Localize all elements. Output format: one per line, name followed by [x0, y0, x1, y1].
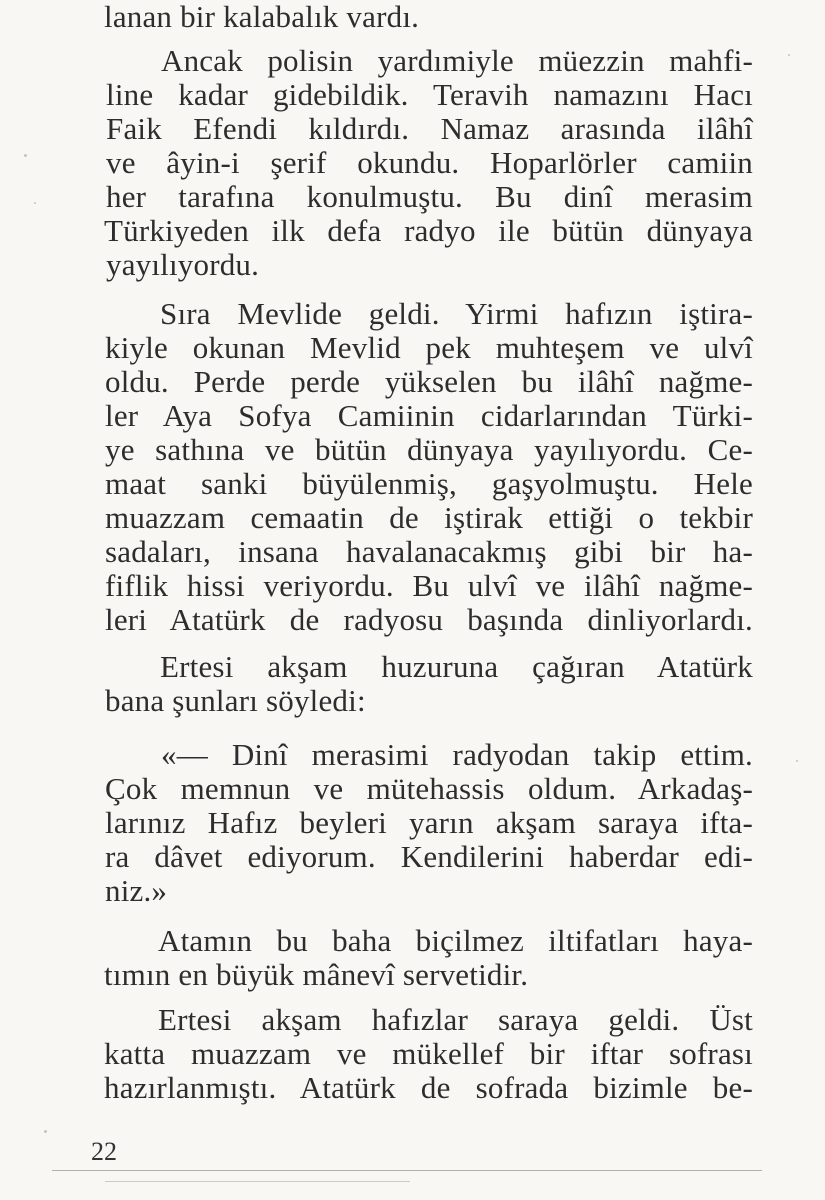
- text-line-1: lanan bir kalabalık vardı.: [104, 0, 420, 34]
- paper-speckle: [788, 54, 790, 56]
- text-line-13: ye sathına ve bütün dünyaya yayılıyordu. Ce-: [105, 432, 753, 467]
- text-line-20: bana şunları söyledi:: [105, 683, 366, 718]
- text-line-7: Türkiyeden ilk defa radyo ile bütün dünyaya: [104, 213, 753, 248]
- text-line-3: line kadar gidebildik. Teravih namazını Hacı: [106, 77, 753, 112]
- paper-speckle: [796, 760, 798, 762]
- text-line-19: Ertesi akşam huzuruna çağıran Atatürk: [160, 649, 753, 684]
- text-line-22: Çok memnun ve mütehassis oldum. Arkadaş-: [105, 771, 753, 806]
- bottom-rule: [52, 1170, 762, 1171]
- text-line-27: tımın en büyük mânevî servetidir.: [104, 957, 529, 992]
- bottom-rule-secondary: [105, 1181, 410, 1182]
- text-line-17: fiflik hissi veriyordu. Bu ulvî ve ilâhî nağme-: [105, 568, 753, 603]
- text-line-15: muazzam cemaatin de iştirak ettiği o tekbir: [105, 500, 753, 535]
- paper-speckle: [34, 202, 36, 204]
- text-line-10: kiyle okunan Mevlid pek muhteşem ve ulvî: [105, 330, 753, 365]
- text-line-16: sadaları, insana havalanacakmış gibi bir ha-: [105, 534, 753, 569]
- text-line-4: Faik Efendi kıldırdı. Namaz arasında ilâhî: [106, 111, 753, 146]
- text-line-24: ra dâvet ediyorum. Kendilerini haberdar edi-: [105, 839, 753, 874]
- text-line-14: maat sanki büyülenmiş, gaşyolmuştu. Hele: [105, 466, 753, 501]
- text-line-8: yayılıyordu.: [106, 247, 260, 282]
- text-line-5: ve âyin-i şerif okundu. Hoparlörler camiin: [106, 145, 753, 180]
- text-line-9: Sıra Mevlide geldi. Yirmi hafızın iştira-: [160, 296, 753, 331]
- text-line-11: oldu. Perde perde yükselen bu ilâhî nağme-: [105, 364, 753, 399]
- text-line-29: katta muazzam ve mükellef bir iftar sofrası: [104, 1036, 753, 1071]
- paper-speckle: [24, 154, 27, 157]
- page-number: 22: [91, 1137, 117, 1166]
- text-line-2: Ancak polisin yardımiyle müezzin mahfi-: [161, 43, 753, 78]
- text-line-28: Ertesi akşam hafızlar saraya geldi. Üst: [158, 1002, 753, 1037]
- text-line-12: ler Aya Sofya Camiinin cidarlarından Türki-: [105, 398, 753, 433]
- text-line-18: leri Atatürk de radyosu başında dinliyorlardı.: [105, 602, 753, 637]
- text-line-6: her tarafına konulmuştu. Bu dinî merasim: [106, 179, 753, 214]
- text-line-26: Atamın bu baha biçilmez iltifatları haya-: [158, 923, 753, 958]
- paper-speckle: [44, 1130, 47, 1133]
- text-line-21: «— Dinî merasimi radyodan takip ettim.: [161, 737, 753, 772]
- text-line-30: hazırlanmıştı. Atatürk de sofrada bizimle be-: [104, 1070, 753, 1105]
- text-line-23: larınız Hafız beyleri yarın akşam saraya ifta-: [105, 805, 753, 840]
- text-line-25: niz.»: [105, 873, 168, 908]
